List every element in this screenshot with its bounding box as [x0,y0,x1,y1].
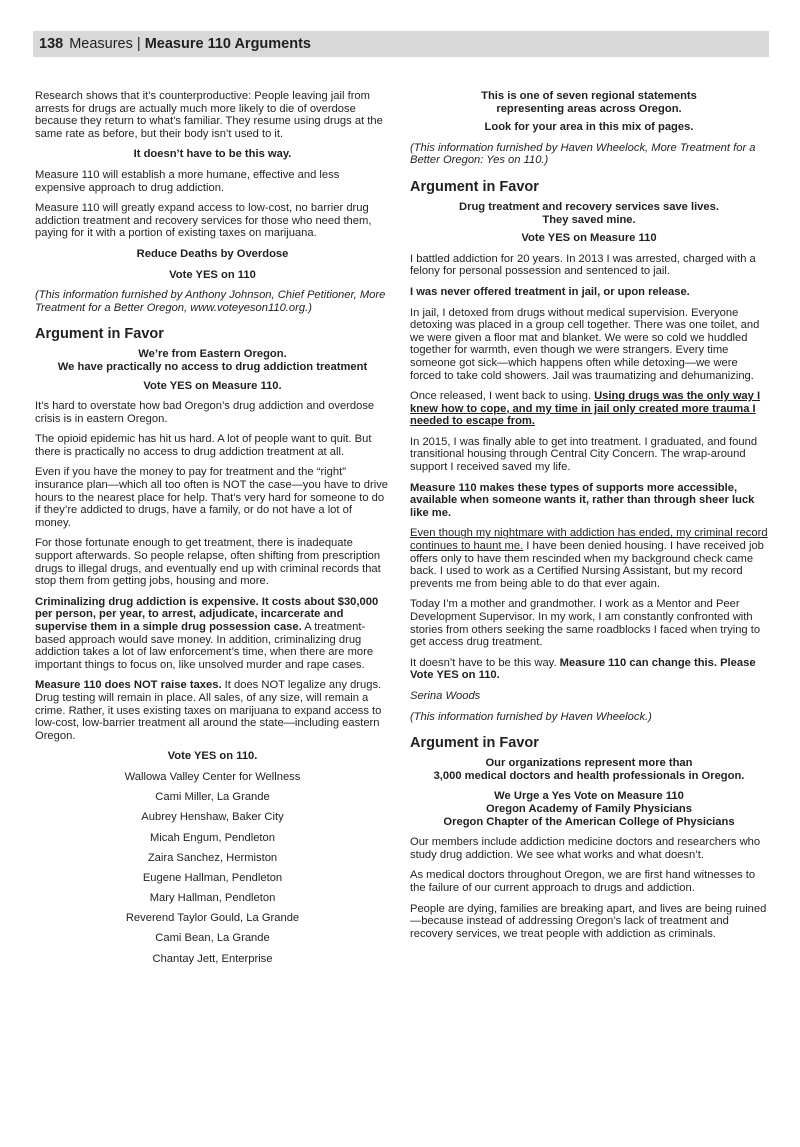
regional-look: Look for your area in this mix of pages. [484,121,694,134]
signer: Wallowa Valley Center for Wellness [124,770,301,783]
paragraph: Even if you have the money to pay for treatment and the “right” insurance plan—which all too often is NOT the case—you have to drive hours to the nearest place for help. That’s very hard for someone to do if they’re addicted to drugs, have a family, or do not have a lot of money. [35,466,389,529]
endorsement-block [410,790,768,828]
signer: Chantay Jett, Enterprise [152,952,273,965]
argument-subhead [410,201,768,226]
paragraph: It’s hard to overstate how bad Oregon’s drug addiction and overdose crisis is in eastern Oregon. [35,400,375,425]
paragraph: People are dying, families are breaking apart, and lives are being ruined—because instead of addressing Oregon’s lack of treatment and recovery services, we treat people with addiction as criminals. [410,902,767,940]
subhead-line: 3,000 medical doctors and health professionals in Oregon. [433,769,745,782]
emphasis-line: It doesn’t have to be this way. [133,148,292,161]
signer: Reverend Taylor Gould, La Grande [125,912,300,925]
paragraph [35,679,390,742]
paragraph: I was never offered treatment in jail, or upon release. [410,285,690,298]
signer: Cami Bean, La Grande [155,932,270,945]
vote-line: Vote YES on Measure 110 [521,232,657,245]
body-text: Once released, I went back to using. [410,390,595,403]
endorsement-line: Oregon Academy of Family Physicians [485,802,692,815]
paragraph: Research shows that it’s counterproductive: People leaving jail from arrests for drugs are actually much more likely to die of overdose because they return to what’s familiar. They resume using drugs at the same rate as before, but their body isn’t used to it. [35,90,383,140]
argument-subhead [35,348,390,373]
paragraph: In jail, I detoxed from drugs without medical supervision. Everyone detoxing was placed in a group cell together. There was one toilet, and we were given a floor mat and blanket. We were so cold we huddled together for warmth, even though we were strangers. Every time someone got sick—which happens often while detoxing—we were forced to take cold showers. Jail was traumatizing and dehumanizing. [410,306,760,382]
paragraph [410,657,768,682]
paragraph: In 2015, I was finally able to get into treatment. I graduated, and found transitional housing through Central City Concern. The wrap-around support I received saved my life. [410,435,758,474]
paragraph [410,527,768,590]
attribution: (This information furnished by Haven Wheelock, More Treatment for a Better Oregon: Yes on 110.) [410,141,756,167]
regional-line: representing areas across Oregon. [496,102,682,115]
paragraph: As medical doctors throughout Oregon, we are first hand witnesses to the failure of our current approach to drugs and addiction. [410,869,756,894]
subhead-line: Drug treatment and recovery services save lives. [459,200,719,213]
vote-line: Vote YES on Measure 110. [143,379,282,392]
argument-heading: Argument in Favor [410,735,539,752]
signer: Eugene Hallman, Pendleton [142,871,283,884]
signer: Zaira Sanchez, Hermiston [147,851,278,864]
paragraph: For those fortunate enough to get treatment, there is inadequate support afterwards. So people relapse, often shifting from prescription drugs to illegal drugs, and eventually end up with criminal records that stop them from getting jobs, housing and more. [35,537,381,588]
regional-note [410,90,768,115]
endorsement-line: Oregon Chapter of the American College of Physicians [443,815,735,828]
subhead-line: We have practically no access to drug addiction treatment [57,360,368,373]
paragraph: Measure 110 makes these types of supports more accessible, available when someone wants it, rather than through sheer luck like me. [410,481,755,519]
bold-text: Criminalizing drug addiction is expensive. It costs about $30,000 per person, per year, to arrest, adjudicate, incarcerate and supervise them in a simple drug possession case. [35,595,379,633]
body-text: It doesn’t have to be this way. [410,656,560,669]
signer: Cami Miller, La Grande [155,791,270,804]
paragraph [35,596,390,672]
header-title: Measure 110 Arguments [144,36,312,52]
underlined-text: Using drugs was the only way I knew how to cope, and my time in jail only created more trauma I needed to escape from. [410,390,761,428]
vote-line: Vote YES on 110. [167,750,258,763]
signer: Micah Engum, Pendleton [149,831,275,844]
slogan: Reduce Deaths by Overdose [136,247,289,260]
paragraph: Measure 110 will establish a more humane, effective and less expensive approach to drug addiction. [35,168,340,194]
vote-line: Vote YES on 110 [169,268,256,281]
signer: Mary Hallman, Pendleton [149,892,276,905]
argument-heading: Argument in Favor [410,178,539,195]
page-number: 138 [39,36,64,52]
body-text: I have been denied housing. I have received job offers only to have them rescinded when my background check came back. I used to work as a Certified Nursing Assistant, but my record prevents me from being able to do that ever again. [410,540,764,590]
subhead-line: We’re from Eastern Oregon. [138,348,287,361]
argument-heading: Argument in Favor [35,326,164,343]
left-column [35,90,390,973]
right-column [410,90,768,948]
header-separator: | [136,36,141,52]
attribution: (This information furnished by Anthony Johnson, Chief Petitioner, More Treatment for a Better Oregon, www.voteyeson110.org.) [35,289,386,314]
body-text: It does NOT legalize any drugs. Drug testing will remain in place. All sales, of any size, will remain a crime. Rather, it uses existing taxes on marijuana to expand access to low-cost, low-barrier treatment all around the state—including eastern Oregon. [35,679,382,742]
bold-text: Measure 110 can change this. Please Vote YES on 110. [410,656,756,682]
paragraph: I battled addiction for 20 years. In 2013 I was arrested, charged with a felony for personal possession and sentenced to jail. [410,252,756,278]
subhead-line: They saved mine. [542,213,636,226]
attribution: (This information furnished by Haven Wheelock.) [410,710,652,723]
author-signature: Serina Woods [410,689,481,702]
endorsement-line: We Urge a Yes Vote on Measure 110 [494,790,684,803]
signer-list [35,771,390,965]
paragraph: The opioid epidemic has hit us hard. A lot of people want to quit. But there is practically no access to drug addiction treatment at all. [35,433,372,458]
section-name: Measures [69,36,133,52]
underlined-text: Even though my nightmare with addiction has ended, my criminal record continues to haunt me. [410,527,768,553]
subhead-line: Our organizations represent more than [485,757,693,770]
page-header [33,31,769,57]
paragraph: Today I’m a mother and grandmother. I work as a Mentor and Peer Development Supervisor. In my work, I am constantly confronted with stories from others seeking the same roadblocks I faced when trying to get access drug treatment. [410,598,761,649]
argument-subhead [410,757,768,782]
regional-line: This is one of seven regional statements [481,90,697,102]
signer: Aubrey Henshaw, Baker City [141,811,284,824]
paragraph: Our members include addiction medicine doctors and researchers who study drug addiction. We see what works and what doesn’t. [410,836,761,861]
bold-text: Measure 110 does NOT raise taxes. [35,679,222,692]
paragraph [410,390,768,428]
paragraph: Measure 110 will greatly expand access to low-cost, no barrier drug addiction treatment and recovery services for those who need them, paying for it with a portion of existing taxes on marijuana. [35,202,372,240]
body-text: A treatment-based approach would save money. In addition, criminalizing drug addiction takes a lot of law enforcement’s time, when there are more important things to focus on, like unsolved murder and rape cases. [35,621,374,671]
